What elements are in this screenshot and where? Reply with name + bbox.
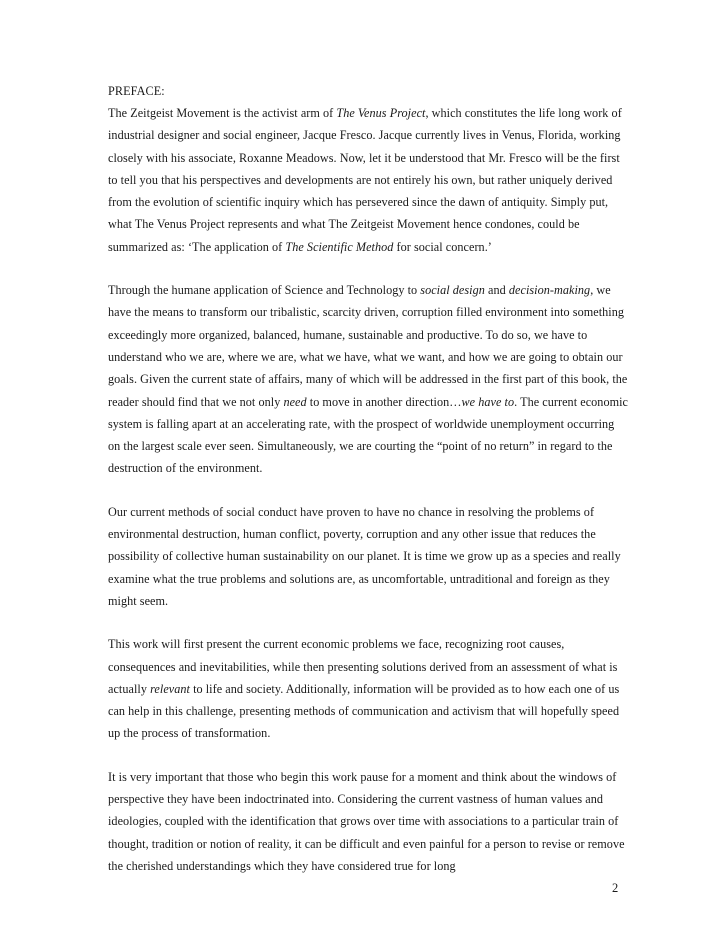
paragraph-text: It is very important that those who begin this work pause for a moment and think about the windows of perspective they have been indoctrinated into. Considering the current vastness of human values and ideologies, coupled with the identification that grows over time with associations to a particular train of thought, tradition or notion of reality, it can be difficult and even painful for a person to revise or remove the cherished understandings which they have considered true for long (108, 769, 625, 873)
preface-heading: PREFACE: (108, 84, 165, 98)
italic-text: relevant (150, 681, 190, 696)
paragraph (108, 501, 628, 612)
paragraph-text: This work will first present the current economic problems we face, recognizing root causes, consequences and inevitabilities, while then presenting solutions derived from an assessment of what is actually (108, 637, 618, 696)
paragraph-text: . The current economic system is falling apart at an accelerating rate, with the prospect of worldwide unemployment occurring on the largest scale ever seen. Simultaneously, we are courting the “point of no return” in regard to the destruction of the environment. (108, 394, 629, 476)
paragraph-text: , we have the means to transform our tribalistic, scarcity driven, corruption filled environment into something exceedingly more organized, balanced, humane, sustainable and productive. To do so, we have to understand who we are, where we are, what we have, what we want, and how we are going to obtain our goals. Given the current state of affairs, many of which will be addressed in the first part of this book, the reader should find that we not only (108, 283, 628, 409)
italic-text: social design (420, 283, 485, 298)
paragraph (108, 766, 628, 877)
italic-text: The Scientific Method (285, 239, 394, 254)
paragraph-text: and (484, 283, 509, 298)
paragraph-text: to move in another direction… (306, 394, 462, 409)
paragraph-text: , which constitutes the life long work of industrial designer and social engineer, Jacque Fresco. Jacque currently lives in Venus, Florida, working closely with his associate, Roxanne Meadows. Now, let it be understood that Mr. Fresco will be the first to tell you that his perspectives and developments are not entirely his own, but rather uniquely derived from the evolution of scientific inquiry which has persevered since the dawn of antiquity. Simply put, what The Venus Project represents and what The Zeitgeist Movement hence condones, could be summarized as: ‘The application of (108, 106, 622, 254)
page-number: 2 (612, 881, 619, 895)
paragraph (108, 633, 628, 744)
document-page (108, 80, 628, 898)
paragraph-text: Our current methods of social conduct have proven to have no chance in resolving the problems of environmental destruction, human conflict, poverty, corruption and any other issue that reduces the possibility of collective human sustainability on our planet. It is time we grow up as a species and really examine what the true problems and solutions are, as uncomfortable, untraditional and foreign as they might seem. (108, 504, 621, 608)
paragraph (108, 102, 628, 258)
italic-text: we have to (461, 394, 515, 409)
italic-text: The Venus Project (336, 106, 426, 120)
paragraph-text: Through the humane application of Science and Technology to (108, 283, 421, 298)
paragraph-text: for social concern.’ (393, 239, 492, 254)
italic-text: need (283, 394, 307, 409)
paragraph-text: The Zeitgeist Movement is the activist arm of (108, 106, 337, 120)
italic-text: decision-making (508, 283, 591, 298)
paragraph-text: to life and society. Additionally, information will be provided as to how each one of us can help in this challenge, presenting methods of communication and activism that will hopefully speed up the process of transformation. (108, 681, 620, 741)
paragraph (108, 279, 628, 480)
